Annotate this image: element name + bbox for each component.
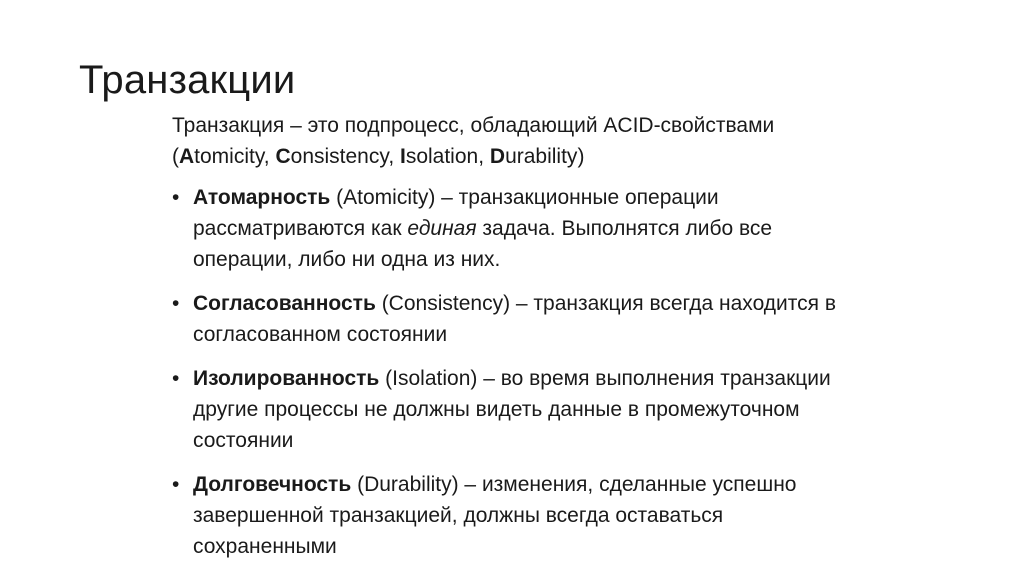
bullet-emphasis: единая [407, 217, 477, 240]
acid-rest-c: onsistency [290, 145, 389, 168]
bullet-icon: • [172, 186, 180, 209]
acid-letter-d: D [489, 145, 506, 168]
list-item [172, 288, 872, 350]
acid-rest-a: tomicity [194, 145, 264, 168]
bullet-text: (Atomicity) – транзакционные операции рассматриваются как [193, 186, 719, 240]
bullet-icon: • [172, 473, 180, 496]
acid-sep: , [263, 145, 276, 168]
term-durability: Долговечность [193, 473, 352, 496]
bullet-text: (Durability) – изменения, сделанные успешно завершенной транзакцией, должны всегда оставаться сохраненными [193, 473, 797, 558]
slide-content [172, 110, 872, 575]
bullet-icon: • [172, 292, 180, 315]
intro-paragraph [172, 110, 872, 172]
acid-letter-a: A [179, 145, 195, 168]
intro-close: ) [577, 145, 585, 168]
slide-title: Транзакции [79, 58, 296, 102]
bullet-text-continued: задача. Выполнятся либо все операции, либо ни одна из них. [193, 217, 773, 271]
bullet-text: (Isolation) – во время выполнения транзакции другие процессы не должны видеть данные в промежуточном состоянии [193, 367, 831, 452]
acid-letter-c: C [275, 145, 291, 168]
bullet-list [172, 182, 872, 562]
list-item [172, 182, 872, 275]
list-item [172, 363, 872, 456]
term-atomicity: Атомарность [193, 186, 331, 209]
list-item [172, 469, 872, 562]
acid-rest-d: urability [505, 145, 578, 168]
acid-letter-i: I [399, 145, 406, 168]
term-isolation: Изолированность [193, 367, 380, 390]
acid-sep: , [478, 145, 490, 168]
intro-text: Транзакция – это подпроцесс, обладающий ACID-свойствами ( [172, 114, 775, 168]
bullet-text: (Consistency) – транзакция всегда находится в согласованном состоянии [193, 292, 837, 346]
term-consistency: Согласованность [193, 292, 376, 315]
acid-sep: , [388, 145, 400, 168]
bullet-icon: • [172, 367, 180, 390]
acid-rest-i: solation [405, 145, 479, 168]
